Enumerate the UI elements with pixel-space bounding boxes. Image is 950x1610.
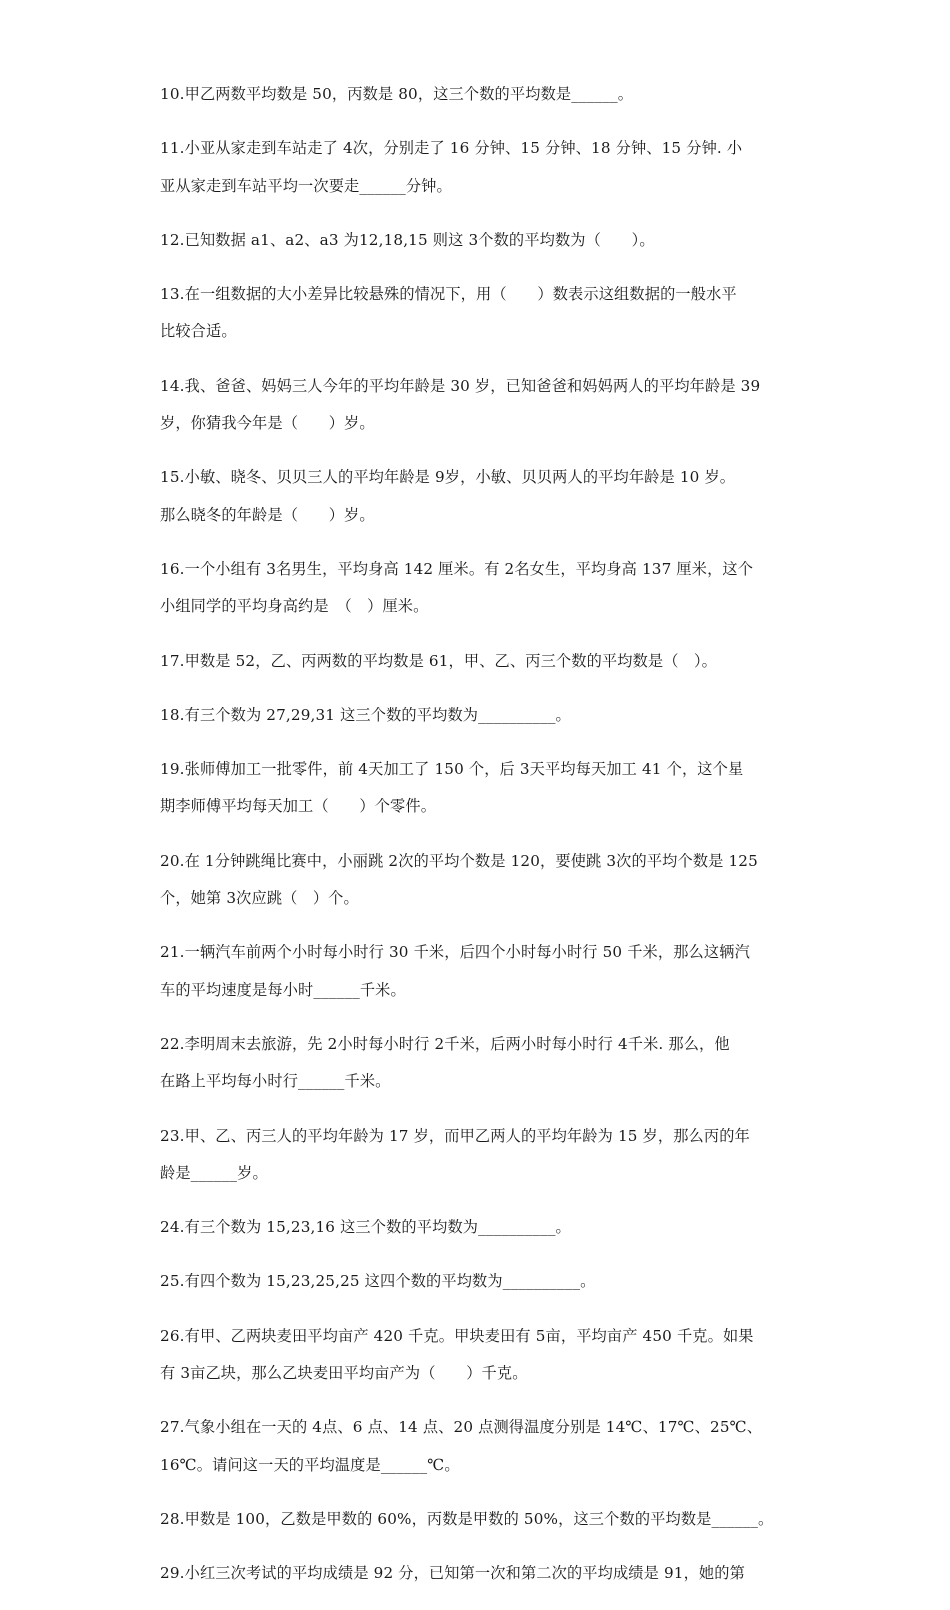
question-text: 甲、乙、丙三人的平均年龄为 17 岁，而甲乙两人的平均年龄为 15 岁，那么丙的年	[184, 1126, 750, 1145]
question-text: 李明周末去旅游，先 2小时每小时行 2千米，后两小时每小时行 4千米. 那么，他	[184, 1034, 730, 1053]
question-number: 25.	[160, 1272, 185, 1291]
question-text-continued: 龄是______岁。	[160, 1163, 268, 1182]
question-number: 20.	[160, 851, 185, 870]
question-number: 16.	[160, 559, 185, 578]
question-line	[160, 1318, 800, 1355]
question-number: 14.	[160, 376, 185, 395]
question-line	[160, 1409, 800, 1446]
question-line	[160, 1118, 800, 1155]
question-number: 13.	[160, 285, 185, 304]
question-line	[160, 643, 800, 680]
question-number: 28.	[160, 1509, 185, 1528]
question-13	[160, 276, 800, 351]
question-number: 17.	[160, 651, 185, 670]
question-text-continued: 在路上平均每小时行______千米。	[160, 1072, 391, 1091]
question-text: 有甲、乙两块麦田平均亩产 420 千克。甲块麦田有 5亩，平均亩产 450 千克。如果	[184, 1326, 754, 1345]
question-number: 21.	[160, 943, 185, 962]
question-text: 甲乙两数平均数是 50，丙数是 80，这三个数的平均数是______。	[184, 85, 634, 103]
question-line	[160, 697, 800, 734]
question-line	[160, 1209, 800, 1246]
question-number: 22.	[160, 1034, 185, 1053]
question-number: 23.	[160, 1126, 185, 1145]
question-number: 19.	[160, 760, 185, 779]
question-text-continued: 亚从家走到车站平均一次要走______分钟。	[160, 176, 452, 195]
question-25	[160, 1263, 800, 1300]
question-text: 小红三次考试的平均成绩是 92 分，已知第一次和第二次的平均成绩是 91，她的第	[184, 1564, 745, 1583]
question-18	[160, 697, 800, 734]
question-text: 甲数是 52，乙、丙两数的平均数是 61，甲、乙、丙三个数的平均数是（ ）。	[184, 651, 718, 670]
question-text: 一个小组有 3名男生，平均身高 142 厘米。有 2名女生，平均身高 137 厘米，这个	[184, 559, 754, 578]
question-text: 小敏、晓冬、贝贝三人的平均年龄是 9岁，小敏、贝贝两人的平均年龄是 10 岁。	[184, 468, 736, 487]
question-text: 小亚从家走到车站走了 4次，分别走了 16 分钟、15 分钟、18 分钟、15 分钟. 小	[184, 139, 743, 158]
question-text-continued: 岁，你猜我今年是（ ）岁。	[160, 414, 375, 433]
question-text-continued: 16℃。请问这一天的平均温度是______℃。	[160, 1455, 460, 1474]
question-15	[160, 459, 800, 534]
question-text-continued: 个，她第 3次应跳（ ）个。	[160, 889, 359, 908]
question-number: 27.	[160, 1418, 185, 1437]
question-20	[160, 843, 800, 918]
question-line	[160, 843, 800, 880]
question-line	[160, 934, 800, 971]
question-11	[160, 130, 800, 205]
question-21	[160, 934, 800, 1009]
question-text: 一辆汽车前两个小时每小时行 30 千米，后四个小时每小时行 50 千米，那么这辆汽	[184, 943, 750, 962]
question-line	[160, 1026, 800, 1063]
question-text-continued: 比较合适。	[160, 322, 237, 341]
question-number: 10.	[160, 85, 185, 103]
question-line	[160, 751, 800, 788]
question-22	[160, 1026, 800, 1101]
question-text-continued: 有 3亩乙块，那么乙块麦田平均亩产为（ ）千克。	[160, 1364, 528, 1383]
question-text: 有三个数为 27,29,31 这三个数的平均数为__________。	[184, 705, 571, 724]
question-text: 我、爸爸、妈妈三人今年的平均年龄是 30 岁，已知爸爸和妈妈两人的平均年龄是 39	[184, 376, 761, 395]
question-line	[160, 76, 800, 113]
question-number: 12.	[160, 230, 185, 249]
question-line	[160, 1555, 800, 1592]
question-number: 24.	[160, 1218, 185, 1237]
question-line	[160, 222, 800, 259]
question-text-continued: 小组同学的平均身高约是 （ ）厘米。	[160, 597, 429, 616]
question-line	[160, 130, 800, 167]
question-text: 已知数据 a1、a2、a3 为12,18,15 则这 3个数的平均数为（ ）。	[184, 230, 655, 249]
question-24	[160, 1209, 800, 1246]
question-19	[160, 751, 800, 826]
question-line	[160, 1501, 800, 1538]
question-10	[160, 76, 800, 113]
question-26	[160, 1318, 800, 1393]
question-14	[160, 368, 800, 443]
question-number: 26.	[160, 1326, 185, 1345]
question-text-continued: 车的平均速度是每小时______千米。	[160, 980, 406, 999]
question-number: 18.	[160, 705, 185, 724]
question-16	[160, 551, 800, 626]
question-27	[160, 1409, 800, 1484]
question-text: 甲数是 100，乙数是甲数的 60%，丙数是甲数的 50%，这三个数的平均数是______。	[184, 1509, 774, 1528]
question-text-continued: 期李师傅平均每天加工（ ）个零件。	[160, 797, 437, 816]
question-29	[160, 1555, 800, 1592]
question-text: 有四个数为 15,23,25,25 这四个数的平均数为__________。	[184, 1272, 596, 1291]
question-text-continued: 那么晓冬的年龄是（ ）岁。	[160, 505, 375, 524]
question-text: 气象小组在一天的 4点、6 点、14 点、20 点测得温度分别是 14℃、17℃、25℃、	[184, 1418, 763, 1437]
question-text: 在 1分钟跳绳比赛中，小丽跳 2次的平均个数是 120，要使跳 3次的平均个数是 125	[184, 851, 758, 870]
question-line	[160, 551, 800, 588]
question-text: 在一组数据的大小差异比较悬殊的情况下，用（ ）数表示这组数据的一般水平	[184, 285, 737, 304]
question-line	[160, 1263, 800, 1300]
question-number: 29.	[160, 1564, 185, 1583]
question-line	[160, 368, 800, 405]
question-28	[160, 1501, 800, 1538]
question-12	[160, 222, 800, 259]
question-number: 15.	[160, 468, 185, 487]
question-23	[160, 1118, 800, 1193]
question-text: 张师傅加工一批零件，前 4天加工了 150 个，后 3天平均每天加工 41 个，这个星	[184, 760, 744, 779]
question-number: 11.	[160, 139, 185, 158]
question-list	[160, 76, 800, 1610]
question-text: 有三个数为 15,23,16 这三个数的平均数为__________。	[184, 1218, 571, 1237]
question-line	[160, 276, 800, 313]
question-line	[160, 459, 800, 496]
question-17	[160, 643, 800, 680]
